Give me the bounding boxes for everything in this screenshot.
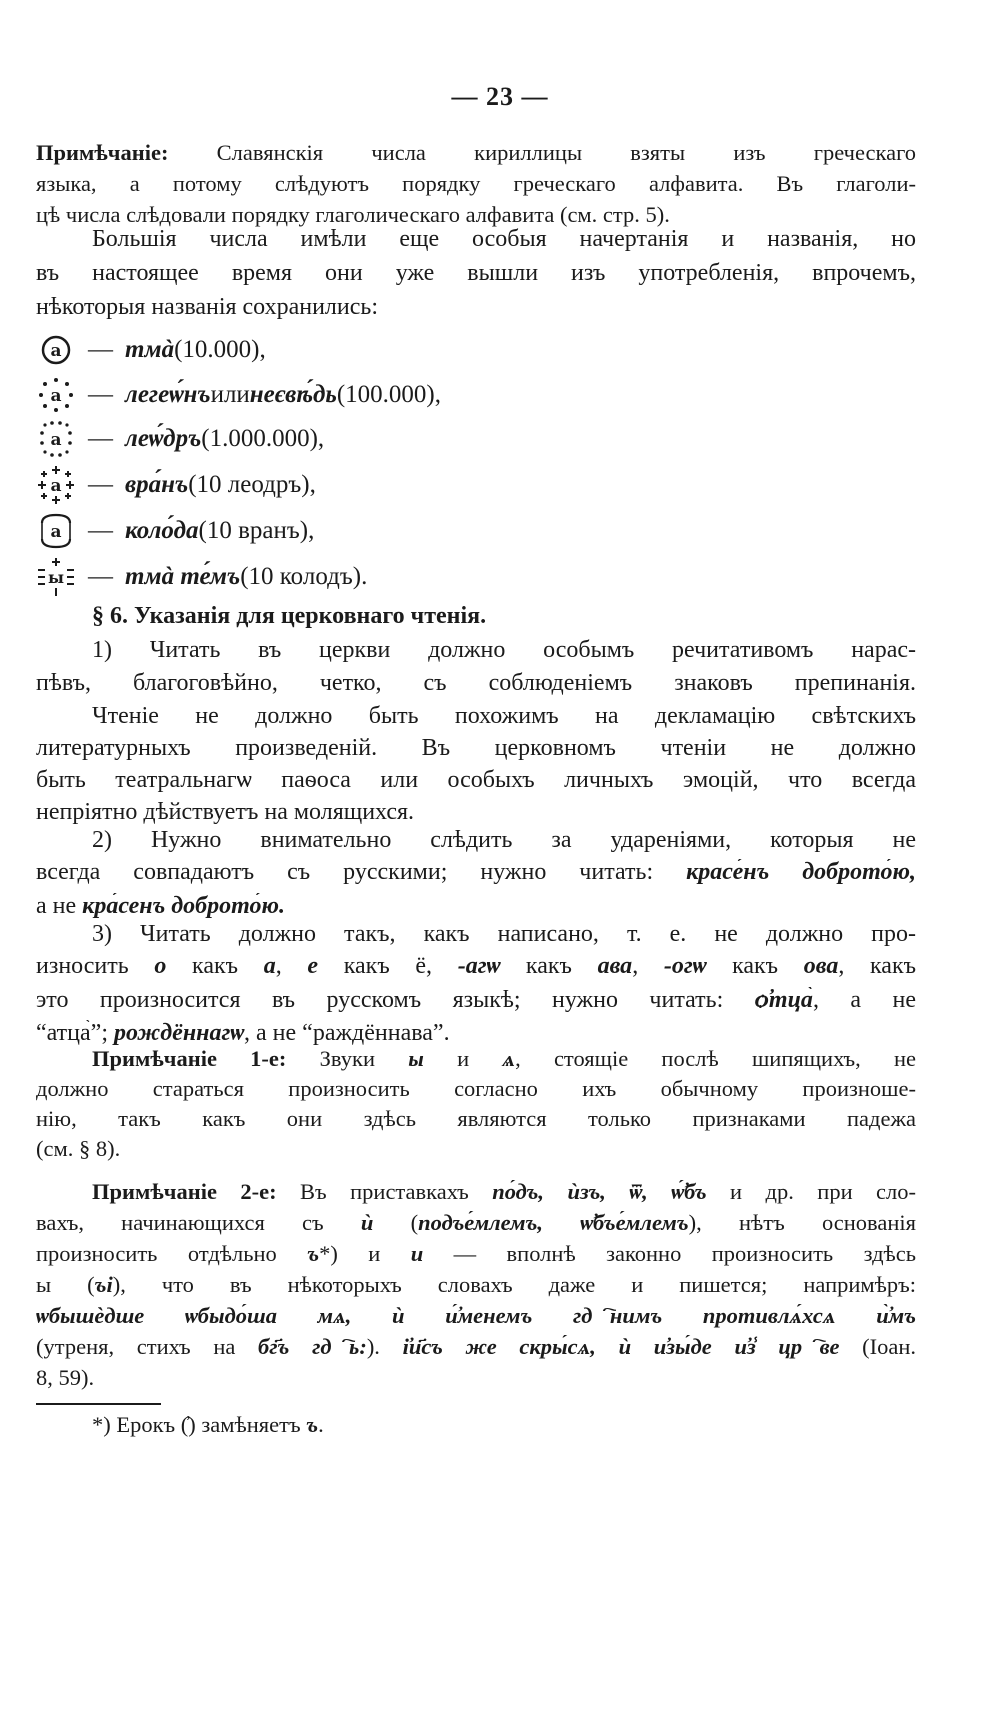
note-2e: Примѣчаніе 2-е: Въ приставкахъ по́дъ, ѝзъ, ѿ, ѡ҆́бъ и др. при сло- вахъ, начинающихся съ ѝ (подъе́млемъ, ѡ҆бъе́млемъ), нѣтъ основанія произносить отдѣльно ъ*) и и — вполнѣ законно произносить здѣсь ы (ъі), что въ нѣкоторыхъ словахъ даже и пишется; напримѣръ: ѡбышѐдше ѡбыдо́ша мѧ, ѝ и҆́менемъ гдⷭ҇нимъ противлѧ́хсѧ и҆̀мъ (утреня, стихъ на бг҃ъ гдⷭ҇ь:). і҆и҃съ же скры́сѧ, ѝ и҆зы́де и҆з̾ црⷦ҇ве (Іоан. 8, 59). — [36, 1180, 916, 1390]
footnote-divider — [36, 1403, 161, 1405]
svg-text:а: а — [50, 476, 62, 496]
svg-text:ы: ы — [47, 568, 65, 587]
large-numbers-paragraph: Большія числа имѣли еще особыя начертанія и названія, но въ настоящее время они уже вышли изъ употребленія, впрочемъ, нѣкоторыя названія сохранились: — [36, 226, 916, 320]
framed-az-icon — [36, 511, 76, 551]
svg-text:а: а — [50, 386, 62, 406]
circled-az-icon — [36, 330, 76, 370]
number-row-tma-tem: ы — тмà те́мъ (10 колодъ). — [36, 557, 367, 597]
double-dotted-az-icon — [36, 419, 76, 459]
page-number: — 23 — — [451, 82, 549, 111]
note-2e-label: Примѣчаніе 2-е: — [92, 1180, 277, 1204]
section-heading: § 6. Указанія для церковнаго чтенія. — [92, 603, 487, 629]
section6-paragraph-2: Чтеніе не должно быть похожимъ на декламацію свѣтскихъ литературныхъ произведеній. Въ церковномъ чтеніи не должно быть театральнагѡ паѳоса или особыхъ личныхъ эмоцій, что всегда непріятно дѣйствуетъ на молящихся. — [36, 703, 916, 825]
number-row-tma: а — тмà (10.000), — [36, 330, 266, 370]
number-row-koloda: а — коло́да (10 вранъ), — [36, 511, 314, 551]
number-row-legeon: а — легеѡ́нъ или неєвѣ́дь (100.000), — [36, 375, 441, 415]
crossed-az-icon — [36, 465, 76, 505]
note-greek-numerals: Примѣчаніе: Славянскія числа кириллицы взяты изъ греческаго языка, а потому слѣдуютъ порядку греческаго алфавита. Въ глаголи- цѣ числа слѣдовали порядку глаголическаго алфавита (см. стр. 5). — [36, 141, 916, 227]
footnote: *) Ерокъ () замѣняетъ ъ. — [92, 1413, 324, 1437]
dotted-circle-az-icon — [36, 375, 76, 415]
svg-text:а: а — [50, 522, 62, 542]
section6-paragraph-1: 1) Читать въ церкви должно особымъ речитативомъ нарас- пѣвъ, благоговѣйно, четко, съ соблюденіемъ знаковъ препинанія. — [36, 637, 916, 696]
note-label: Примѣчаніе: — [36, 141, 169, 165]
section6-paragraph-4: 3) Читать должно такъ, какъ написано, т. е. не должно про- износить о какъ а, е какъ ё, -агѡ какъ ава, -огѡ какъ ова, какъ это произносится въ русскомъ языкѣ; нужно читать: ѻ҆тца̀, а не “атца̀”; рождённагѡ, а не “раждённава”. — [36, 921, 916, 1046]
note-1e-label: Примѣчаніе 1-е: — [92, 1047, 287, 1071]
framed-crossed-y-icon — [36, 557, 76, 597]
number-row-vran: а — вра́нъ (10 леодръ), — [36, 465, 316, 505]
svg-text:а: а — [50, 341, 62, 361]
note-1e: Примѣчаніе 1-е: Звуки ы и ѧ, стоящіе послѣ шипящихъ, не должно стараться произносить согласно ихъ обычному произноше- нію, такъ какъ они здѣсь являются только признаками падежа (см. § 8). — [36, 1047, 916, 1161]
section-heading-block — [36, 603, 916, 637]
section6-paragraph-3: 2) Нужно внимательно слѣдить за удареніями, которыя не всегда совпадаютъ съ русскими; нужно читать: красе́нъ доброто́ю, а не кра́сенъ доброто́ю. — [36, 827, 916, 919]
svg-text:а: а — [50, 430, 62, 450]
number-row-leodr: а — леѡ́дръ (1.000.000), — [36, 419, 324, 459]
